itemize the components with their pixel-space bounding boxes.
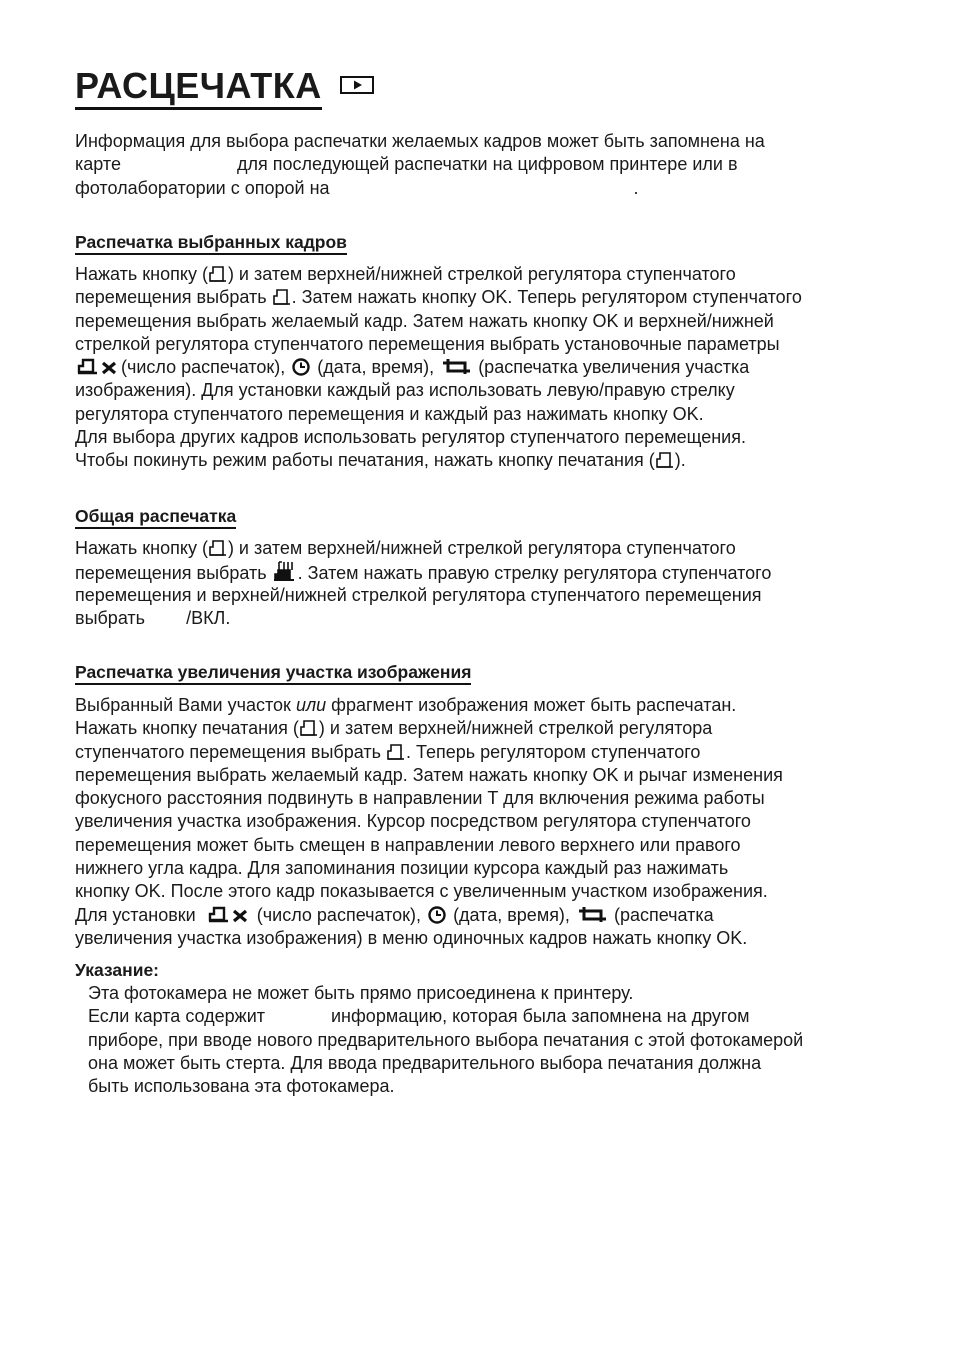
print-icon	[208, 539, 228, 557]
print-icon	[655, 451, 675, 469]
print-icon	[208, 265, 228, 283]
date-time-icon	[290, 358, 312, 376]
print-icon	[386, 743, 406, 761]
print-count-icon	[75, 358, 121, 376]
section-heading-selected-frames: Распечатка выбранных кадров	[75, 232, 347, 255]
playback-mode-icon	[340, 76, 374, 94]
note-body: Эта фотокамера не может быть прямо присоединена к принтеру. Если карта содержит информацию, которая была запомнена на другом приборе, при вводе нового предварительного выбора печатания с этой фотокамерой она может быть стерта. Для ввода предварительного выбора печатания должна быть использована эта фотокамера.	[88, 983, 804, 1097]
print-all-icon	[272, 560, 298, 582]
print-count-icon	[206, 906, 252, 924]
section-heading-crop-print: Распечатка увеличения участка изображения	[75, 662, 471, 685]
section-selected-frames-body: Нажать кнопку ( ) и затем верхней/нижней стрелкой регулятора ступенчатого перемещения выбрать . Затем нажать кнопку OK. Теперь регулятором ступенчатого перемещения выбрать желаемый кадр. Затем нажать кнопку OK и верхней/нижней стрелкой регулятора ступенчатого перемещения выбрать установочные параметры (число распечаток), (дата, время), (распечатка увеличения участка изображения). Для установки каждый раз использовать левую/правую стрелку регулятора ступенчатого перемещения и каждый раз нажимать кнопку OK. Для выбора других кадров использовать регулятор ступенчатого перемещения. Чтобы покинуть режим работы печатания, нажать кнопку печатания ( ).	[75, 264, 802, 471]
section-general-print-body: Нажать кнопку ( ) и затем верхней/нижней стрелкой регулятора ступенчатого перемещения выбрать . Затем нажать правую стрелку регулятора ступенчатого перемещения и верхней/нижней стрелкой регулятора ступенчатого перемещения выбрать /ВКЛ.	[75, 538, 772, 628]
section-crop-print-body: Выбранный Вами участок или фрагмент изображения может быть распечатан. Нажать кнопку печатания ( ) и затем верхней/нижней стрелкой регулятора ступенчатого перемещения выбрать . Теперь регулятором ступенчатого перемещения выбрать желаемый кадр. Затем нажать кнопку OK и рычаг изменения фокусного расстояния подвинуть в направлении T для включения режима работы увеличения участка изображения. Курсор посредством регулятора ступенчатого перемещения может быть смещен в направлении левого верхнего или правого нижнего угла кадра. Для запоминания позиции курсора каждый раз нажимать кнопку OK. После этого кадр показывается с увеличенным участком изображения. Для установки (число распечаток), (дата, время), (распечатка увеличения участка изображения) в меню одиночных кадров нажать кнопку OK.	[75, 695, 783, 948]
section-heading-general-print: Общая распечатка	[75, 506, 236, 529]
note-label: Указание:	[75, 960, 160, 980]
print-icon	[299, 719, 319, 737]
print-icon	[272, 288, 292, 306]
date-time-icon	[426, 906, 448, 924]
intro-paragraph: Информация для выбора распечатки желаемых кадров может быть запомнена на карте для последующей распечатки на цифровом принтере или в фотолаборатории с опорой на .	[75, 131, 765, 198]
crop-icon	[575, 906, 609, 924]
page-title: РАСЦЕЧАТКА	[75, 66, 322, 110]
crop-icon	[439, 358, 473, 376]
